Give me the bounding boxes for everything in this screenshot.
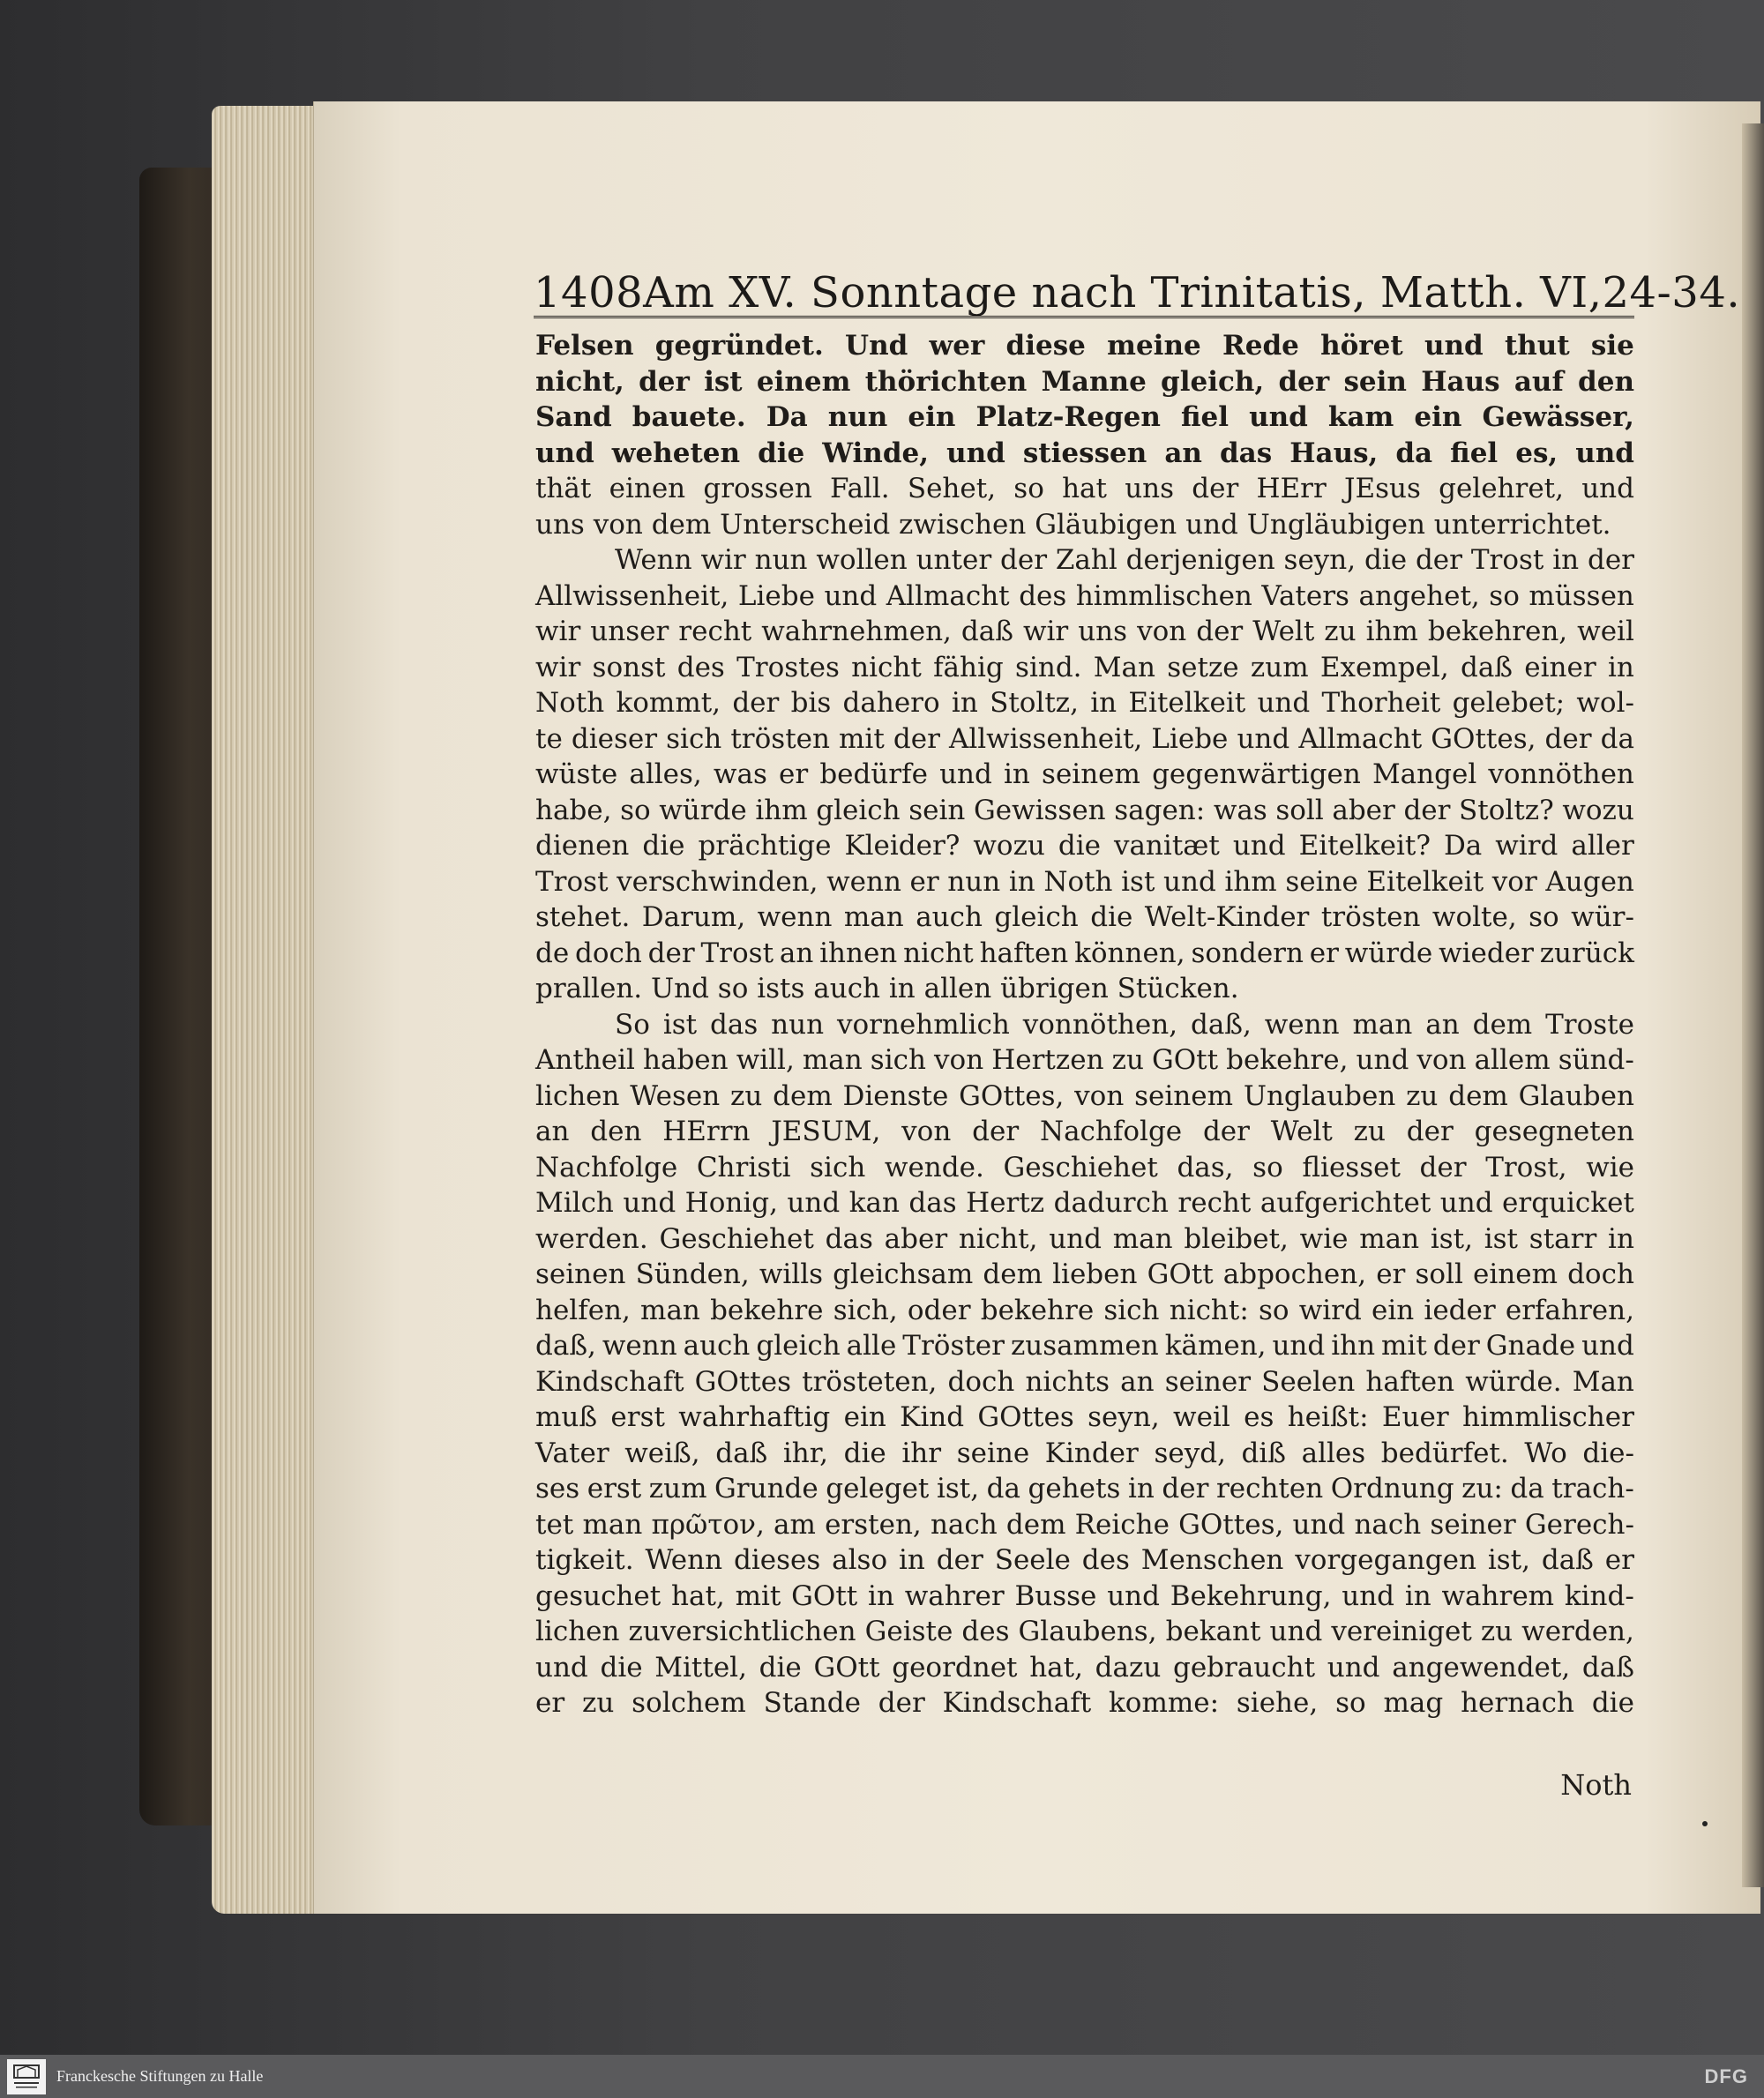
text-line: er zu solchem Stande der Kindschaft komme: siehe, so mag hernach die (535, 1687, 1634, 1719)
institution-logo (7, 2059, 46, 2094)
text-line: daß, wenn auch gleich alle Tröster zusammen kämen, und ihn mit der Gnade und (535, 1330, 1634, 1362)
text-line: Trost verschwinden, wenn er nun in Noth ist und ihm seine Eitelkeit vor Augen (535, 865, 1634, 898)
text-line: uns von dem Unterscheid zwischen Gläubigen und Ungläubigen unterrichtet. (535, 508, 1611, 541)
text-line: muß erst wahrhaftig ein Kind GOttes seyn, weil es heißt: Euer himmlischer (535, 1401, 1634, 1433)
text-line: wir sonst des Trostes nicht fähig sind. Man setze zum Exempel, daß einer in (535, 651, 1634, 683)
text-line: lichen Wesen zu dem Dienste GOttes, von seinem Unglauben zu dem Glauben (535, 1079, 1634, 1112)
dfg-logo: DFG (1704, 2064, 1748, 2087)
text-line: prallen. Und so ists auch in allen übrigen Stücken. (535, 973, 1239, 1004)
text-line: Vater weiß, daß ihr, die ihr seine Kinder seyd, diß alles bedürfet. Wo die- (535, 1437, 1634, 1469)
text-line: seinen Sünden, wills gleichsam dem lieben GOtt abpochen, er soll einem doch (535, 1258, 1634, 1290)
text-line: wir unser recht wahrnehmen, daß wir uns von der Welt zu ihm bekehren, weil (535, 616, 1634, 647)
text-line: te dieser sich trösten mit der Allwissenheit, Liebe und Allmacht GOttes, der da (535, 722, 1634, 755)
text-line: helfen, man bekehre sich, oder bekehre sich nicht: so wird ein ieder erfahren, (535, 1294, 1634, 1326)
page-mark (1702, 1821, 1708, 1826)
text-line: de doch der Trost an ihnen nicht haften können, sondern er würde wieder zurück (535, 937, 1634, 969)
text-line: Allwissenheit, Liebe und Allmacht des himmlischen Vaters angehet, so müssen (535, 579, 1634, 612)
header-rule (534, 316, 1634, 321)
text-line: nicht, der ist einem thörichten Manne gleich, der sein Haus auf den (535, 365, 1634, 398)
text-line: Antheil haben will, man sich von Hertzen zu GOtt bekehre, und von allem sünd- (535, 1044, 1634, 1076)
institution-logo-icon (11, 2063, 42, 2091)
text-line: stehet. Darum, wenn man auch gleich die Welt-Kinder trösten wolte, so wür- (535, 901, 1634, 933)
text-line: ses erst zum Grunde geleget ist, da gehets in der rechten Ordnung zu: da trach- (535, 1473, 1634, 1504)
text-line: So ist das nun vornehmlich vonnöthen, daß, wenn man an dem Troste (615, 1008, 1634, 1041)
text-line: und die Mittel, die GOtt geordnet hat, dazu gebraucht und angewendet, daß (535, 1651, 1634, 1684)
running-header (534, 256, 1741, 317)
page-gutter-shadow (1742, 123, 1764, 1887)
text-line: Kindschaft GOttes trösteten, doch nichts an seiner Seelen haften würde. Man (535, 1365, 1634, 1398)
footer-bar (0, 2055, 1764, 2098)
text-line: lichen zuversichtlichen Geiste des Glaubens, bekant und vereiniget zu werden, (535, 1616, 1634, 1647)
catchword: Noth (1560, 1768, 1632, 1802)
page-number: 1408 (534, 268, 644, 317)
text-line: gesuchet hat, mit GOtt in wahrer Busse und Bekehrung, und in wahrem kind- (535, 1579, 1634, 1612)
body-text (535, 328, 1634, 1721)
text-line: tigkeit. Wenn dieses also in der Seele des Menschen vorgegangen ist, daß er (535, 1544, 1634, 1576)
running-title: Am XV. Sonntage nach Trinitatis, Matth. VI,24-34. (643, 268, 1741, 317)
text-line: habe, so würde ihm gleich sein Gewissen sagen: was soll aber der Stoltz? wozu (535, 794, 1634, 826)
text-line: Nachfolge Christi sich wende. Geschiehet das, so fliesset der Trost, wie (535, 1151, 1634, 1183)
text-line: tet man πρῶτον, am ersten, nach dem Reiche GOttes, und nach seiner Gerech- (535, 1508, 1634, 1541)
text-line: Felsen gegründet. Und wer diese meine Rede höret und thut sie (535, 330, 1634, 362)
text-line: werden. Geschiehet das aber nicht, und man bleibet, wie man ist, ist starr in (535, 1222, 1634, 1255)
text-line: Noth kommt, der bis dahero in Stoltz, in Eitelkeit und Thorheit gelebet; wol- (535, 687, 1634, 719)
text-line: an den HErrn JESUM, von der Nachfolge der Welt zu der gesegneten (535, 1116, 1634, 1147)
institution-name: Franckesche Stiftungen zu Halle (56, 2067, 264, 2085)
text-line: thät einen grossen Fall. Sehet, so hat uns der HErr JEsus gelehret, und (535, 473, 1634, 504)
text-line: wüste alles, was er bedürfe und in seinem gegenwärtigen Mangel vonnöthen (535, 758, 1634, 790)
text-line: Wenn wir nun wollen unter der Zahl derjenigen seyn, die der Trost in der (615, 544, 1634, 576)
text-line: Milch und Honig, und kan das Hertz dadurch recht aufgerichtet und erquicket (535, 1187, 1634, 1219)
text-line: Sand bauete. Da nun ein Platz-Regen fiel und kam ein Gewässer, (535, 401, 1634, 433)
page-edges (212, 106, 326, 1914)
text-line: und weheten die Winde, und stiessen an das Haus, da fiel es, und (535, 437, 1634, 469)
text-line: dienen die prächtige Kleider? wozu die vanitæt und Eitelkeit? Da wird aller (535, 830, 1634, 862)
